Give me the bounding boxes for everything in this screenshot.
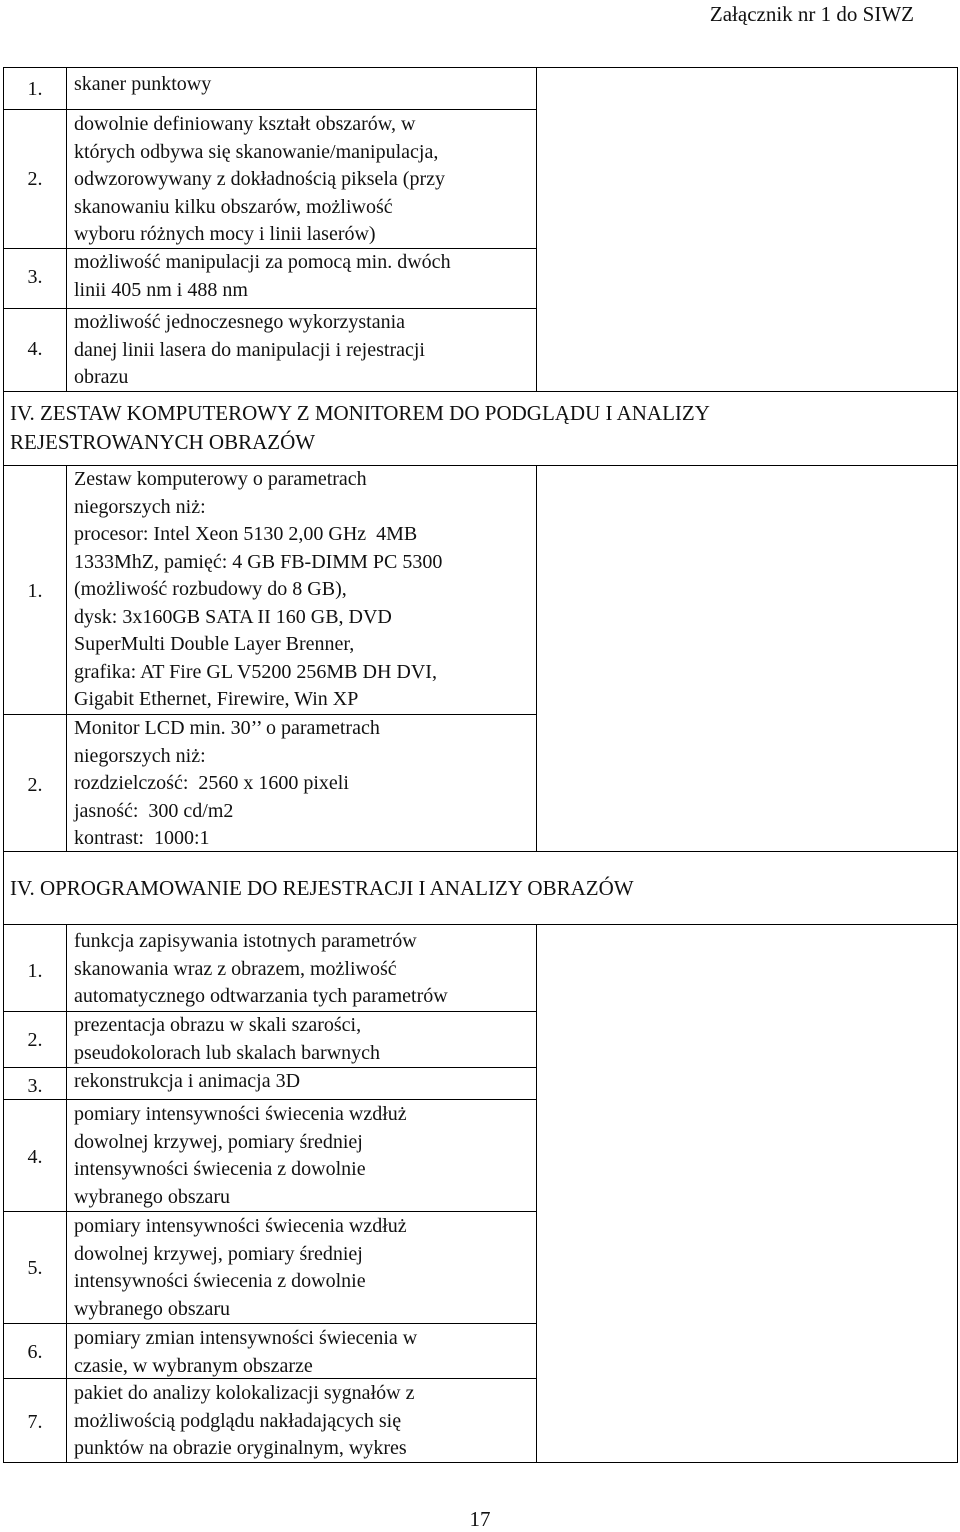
column-divider bbox=[536, 465, 537, 851]
row-number: 2. bbox=[27, 1029, 43, 1051]
row-description: możliwość manipulacji za pomocą min. dwóch linii 405 nm i 488 nm bbox=[74, 251, 451, 301]
row-number: 5. bbox=[27, 1257, 43, 1279]
row-divider bbox=[4, 1323, 537, 1324]
row-divider bbox=[4, 1211, 537, 1212]
section-divider bbox=[4, 924, 957, 925]
row-number: 1. bbox=[27, 78, 43, 100]
column-divider bbox=[66, 924, 67, 1462]
row-description: skaner punktowy bbox=[74, 73, 212, 95]
attachment-note: Załącznik nr 1 do SIWZ bbox=[709, 2, 914, 26]
row-divider bbox=[4, 1099, 537, 1100]
row-description: pomiary zmian intensywności świecenia w czasie, w wybranym obszarze bbox=[74, 1327, 418, 1377]
column-divider bbox=[536, 924, 537, 1462]
row-number: 2. bbox=[27, 168, 43, 190]
row-number: 1. bbox=[27, 580, 43, 602]
row-number: 3. bbox=[27, 266, 43, 288]
row-description: Zestaw komputerowy o parametrach niegorszych niż: procesor: Intel Xeon 5130 2,00 GHz 4MB 1333MhZ, pamięć: 4 GB FB-DIMM PC 5300 (możliwość rozbudowy do 8 GB), dysk: 3x160GB SATA II 160 GB, DVD SuperMulti Double Layer Brenner, grafika: AT Fire GL V5200 256MB DH DVI, Gigabit Ethernet, Firewire, Win XP bbox=[74, 468, 443, 710]
column-divider bbox=[66, 68, 67, 391]
row-description: Monitor LCD min. 30’’ o parametrach niegorszych niż: rozdzielczość: 2560 x 1600 pixeli jasność: 300 cd/m2 kontrast: 1000:1 bbox=[74, 717, 380, 849]
column-divider bbox=[66, 465, 67, 851]
page-number: 17 bbox=[469, 1507, 491, 1531]
specification-table bbox=[3, 67, 958, 1463]
row-description: możliwość jednoczesnego wykorzystania danej linii lasera do manipulacji i rejestracji obrazu bbox=[74, 311, 425, 388]
row-number: 7. bbox=[27, 1411, 43, 1433]
row-number: 4. bbox=[27, 1146, 43, 1168]
row-description: prezentacja obrazu w skali szarości, pseudokolorach lub skalach barwnych bbox=[74, 1014, 381, 1064]
row-description: pomiary intensywności świecenia wzdłuż dowolnej krzywej, pomiary średniej intensywności świecenia z dowolnie wybranego obszaru bbox=[74, 1215, 407, 1320]
row-number: 6. bbox=[27, 1341, 43, 1363]
column-divider bbox=[536, 68, 537, 391]
row-divider bbox=[4, 109, 537, 110]
row-description: rekonstrukcja i animacja 3D bbox=[74, 1070, 301, 1092]
row-description: funkcja zapisywania istotnych parametrów skanowania wraz z obrazem, możliwość automatycznego odtwarzania tych parametrów bbox=[74, 930, 448, 1007]
row-description: pomiary intensywności świecenia wzdłuż dowolnej krzywej, pomiary średniej intensywności świecenia z dowolnie wybranego obszaru bbox=[74, 1103, 407, 1208]
row-number: 4. bbox=[27, 338, 43, 360]
row-number: 1. bbox=[27, 960, 43, 982]
row-description: dowolnie definiowany kształt obszarów, w których odbywa się skanowanie/manipulacja, odwzorowywany z dokładnością piksela (przy skanowaniu kilku obszarów, możliwość wyboru różnych mocy i linii laserów) bbox=[74, 113, 445, 245]
section-title-computer: IV. ZESTAW KOMPUTEROWY Z MONITOREM DO PODGLĄDU I ANALIZY REJESTROWANYCH OBRAZÓW bbox=[10, 401, 710, 454]
row-number: 2. bbox=[27, 774, 43, 796]
row-number: 3. bbox=[27, 1075, 43, 1097]
row-description: pakiet do analizy kolokalizacji sygnałów z możliwością podglądu nakładających się punktów na obrazie oryginalnym, wykres bbox=[74, 1382, 415, 1459]
section-title-software: IV. OPROGRAMOWANIE DO REJESTRACJI I ANALIZY OBRAZÓW bbox=[10, 876, 634, 900]
